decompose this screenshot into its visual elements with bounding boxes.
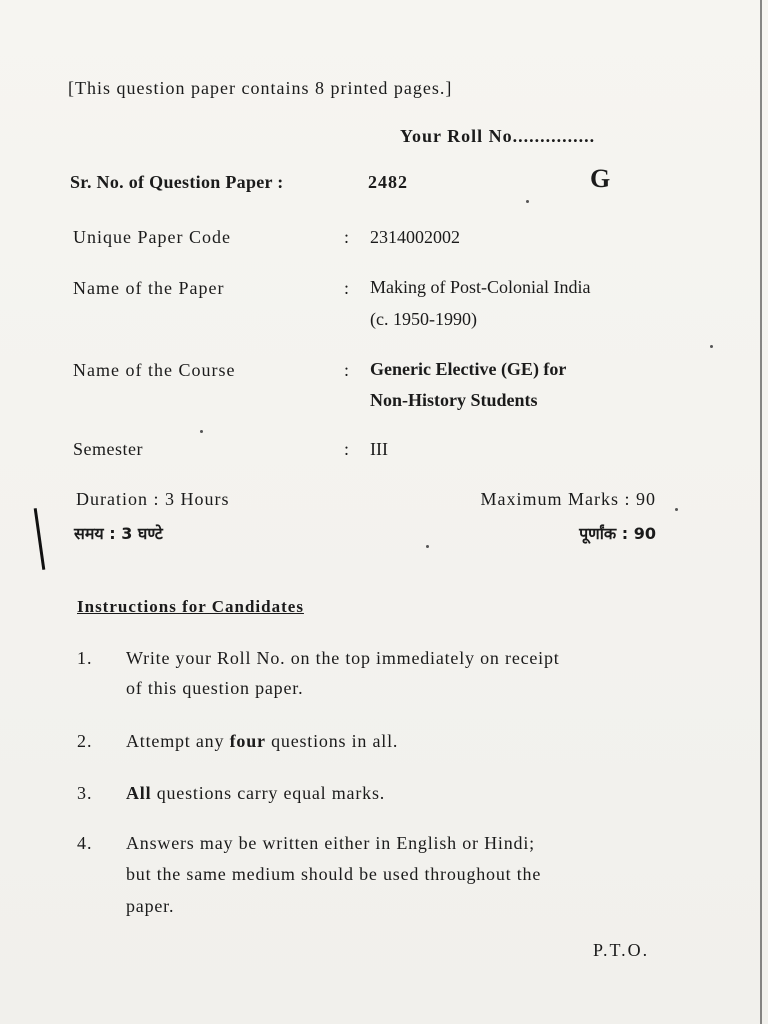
page-edge [760, 0, 762, 1024]
speck [526, 200, 529, 203]
duration-hindi: समय : 3 घण्टे [74, 524, 163, 543]
instructions-heading: Instructions for Candidates [77, 597, 304, 616]
instruction-line: but the same medium should be used throughout the [126, 864, 542, 884]
speck [200, 430, 203, 433]
serial-number-value: 2482 [368, 172, 408, 192]
colon: : [344, 227, 350, 247]
serial-number-label: Sr. No. of Question Paper : [70, 172, 284, 192]
speck [675, 508, 678, 511]
instruction-number: 3. [77, 783, 93, 803]
instruction-number: 4. [77, 833, 93, 853]
instruction-line: Write your Roll No. on the top immediately on receipt [126, 648, 560, 668]
paper-name-label: Name of the Paper [73, 278, 225, 298]
instruction-number: 1. [77, 648, 93, 668]
pages-notice: [This question paper contains 8 printed pages.] [68, 78, 453, 98]
instruction-text: Attempt any [126, 731, 230, 751]
please-turn-over: P.T.O. [593, 940, 650, 960]
roll-number-field: Your Roll No............... [400, 126, 596, 146]
course-name-line2: Non-History Students [370, 390, 538, 410]
max-marks-hindi: पूर्णांक : 90 [579, 524, 656, 543]
instruction-emphasis: four [229, 731, 266, 751]
semester-label: Semester [73, 439, 143, 459]
unique-code-label: Unique Paper Code [73, 227, 231, 247]
instruction-item-3 [126, 783, 385, 804]
instruction-emphasis: All [126, 783, 152, 803]
paper-name-line1: Making of Post-Colonial India [370, 277, 591, 297]
instruction-item-2 [126, 731, 398, 752]
pen-mark [34, 508, 46, 570]
colon: : [344, 278, 350, 298]
set-code: G [590, 164, 611, 193]
instruction-line: paper. [126, 896, 175, 916]
colon: : [344, 439, 350, 459]
course-name-line1: Generic Elective (GE) for [370, 359, 567, 379]
max-marks-english: Maximum Marks : 90 [480, 489, 656, 509]
semester-value: III [370, 439, 388, 459]
course-name-label: Name of the Course [73, 360, 236, 380]
unique-code-value: 2314002002 [370, 227, 460, 247]
instruction-line: Answers may be written either in English or Hindi; [126, 833, 535, 853]
instruction-text: questions carry equal marks. [151, 783, 386, 803]
duration-english: Duration : 3 Hours [76, 489, 230, 509]
instruction-number: 2. [77, 731, 93, 751]
instruction-text: questions in all. [265, 731, 399, 751]
speck [426, 545, 429, 548]
speck [710, 345, 713, 348]
paper-name-line2: (c. 1950-1990) [370, 309, 477, 329]
instruction-line: of this question paper. [126, 678, 304, 698]
colon: : [344, 360, 350, 380]
